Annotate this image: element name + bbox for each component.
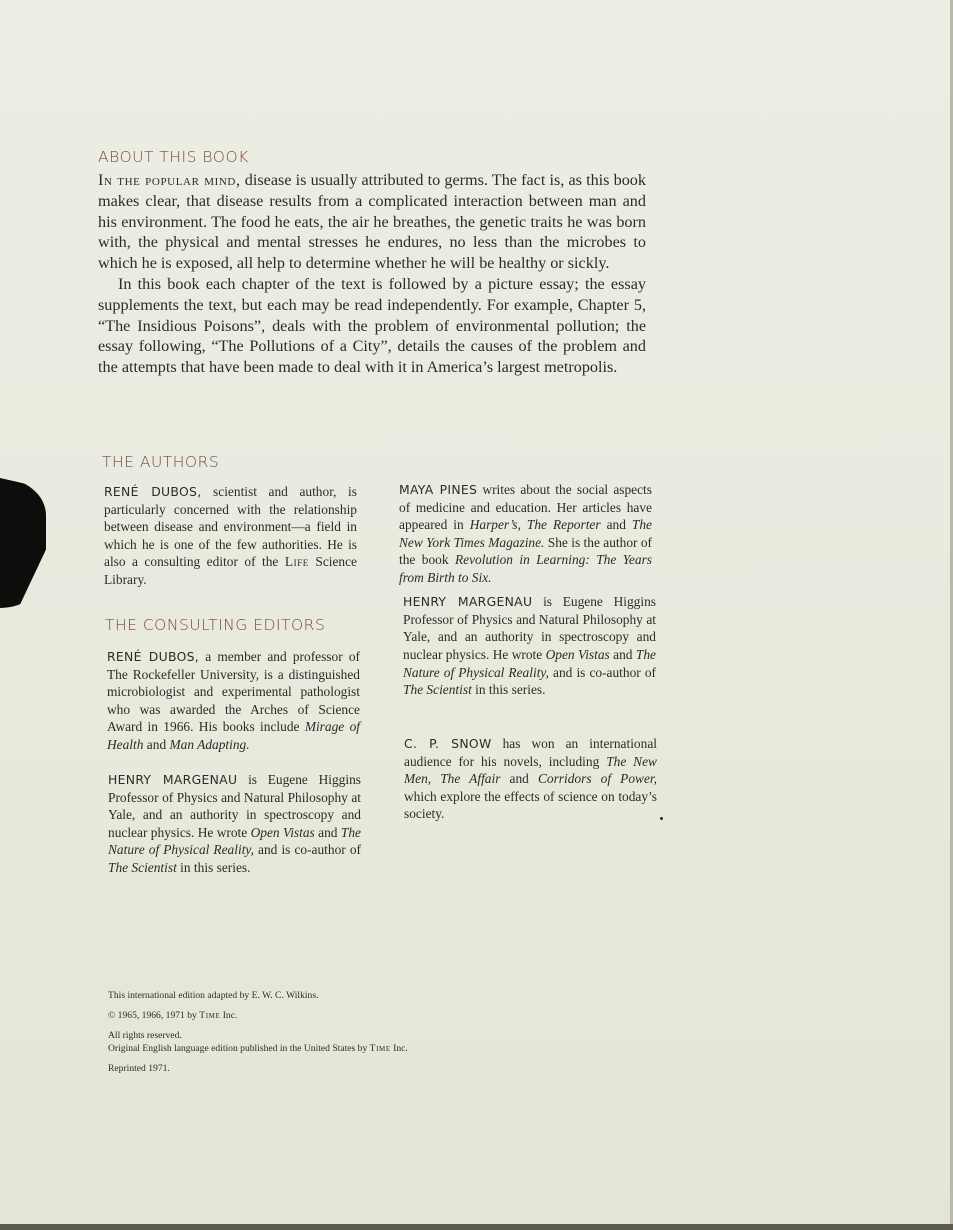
author-pines-nyt: The New York Times Magazine. — [399, 517, 652, 550]
editor-margenau-book-2: The Nature of Physical Reality, — [108, 824, 361, 858]
editor-margenau-text: is Eugene Higgins Professor of Physics and Natural Philosophy at Yale, and an authority in spectroscopy and nuclear physics. He wrote — [108, 772, 361, 840]
imprint-reprinted: Reprinted 1971. — [108, 1062, 170, 1074]
author-pines-text-2: She is the author of the book — [399, 534, 653, 568]
editor-margenau-part-2 — [403, 594, 656, 717]
author-dubos-life: Life — [284, 554, 309, 570]
imprint — [108, 990, 528, 1075]
about-paragraph-1 — [98, 170, 646, 274]
editor-margenau-and: and — [314, 824, 341, 840]
author-dubos-text-end: Science Library. — [104, 554, 358, 587]
author-pines — [399, 481, 652, 587]
editor-snow-book-2: Corridors of Power, — [537, 771, 657, 787]
editor-margenau-text-2-flow: and is co-author of — [548, 664, 656, 680]
editor-margenau-name: HENRY MARGENAU — [108, 772, 238, 787]
author-dubos-name: RENÉ DUBOS, — [104, 484, 202, 499]
about-lead-in: In the popular mind, — [98, 171, 241, 189]
editor-snow — [404, 735, 657, 823]
editor-margenau-book-3-flow: The Scientist — [403, 682, 472, 698]
author-pines-book: Revolution in Learning: The Years from Birth to Six. — [399, 552, 652, 585]
imprint-original-publisher: Time — [369, 1042, 391, 1054]
author-dubos — [104, 483, 357, 589]
about-paragraph-1-text: disease is usually attributed to germs. The fact is, as this book makes clear, that disease results from a complicated interaction between man and his environment. The food he eats, the air he breathes, the genetic traits he was born with, the physical and mental stresses he endures, no less than the microbes to which he is exposed, all help to determine whether he will be healthy or sickly. — [98, 171, 646, 273]
imprint-copyright-publisher: Time — [199, 1010, 221, 1022]
editor-snow-text-2: which explore the effects of science on today’s society. — [404, 788, 657, 822]
editor-margenau-book-1-flow: Open Vistas — [545, 646, 610, 662]
editor-dubos-text: a member and professor of The Rockefeller University, is a distinguished microbiologist and experimental pathologist who was awarded the Arches of Science Award in 1966. His books include — [107, 649, 360, 735]
editor-snow-name: C. P. SNOW — [404, 736, 492, 751]
editor-margenau-book-1: Open Vistas — [250, 824, 315, 840]
editor-margenau-text-3-flow: in this series. — [471, 682, 546, 698]
editor-margenau-name-flow: HENRY MARGENAU — [403, 594, 533, 610]
about-body — [98, 170, 646, 378]
page-bottom-edge — [0, 1224, 953, 1230]
imprint-rights: All rights reserved. — [108, 1030, 182, 1042]
editor-dubos-name: RENÉ DUBOS, — [107, 649, 200, 664]
author-pines-and: and — [600, 517, 632, 533]
imprint-copyright — [108, 1010, 528, 1022]
about-heading: ABOUT THIS BOOK — [98, 148, 249, 166]
imprint-original — [108, 1043, 528, 1055]
author-pines-magazines: Harper’s, The Reporter — [469, 517, 601, 533]
authors-heading: THE AUTHORS — [102, 453, 220, 471]
editor-margenau-part-1 — [108, 771, 361, 875]
author-pines-name: MAYA PINES — [399, 482, 478, 497]
imprint-original-text: Original English language edition published in the United States by — [108, 1042, 370, 1054]
editor-dubos-and: and — [143, 736, 170, 752]
editor-snow-and: and — [500, 771, 538, 787]
editor-margenau-and-flow: and — [609, 646, 636, 662]
editor-dubos-book-1: Mirage of Health — [107, 719, 360, 752]
editor-margenau-text-flow: is Eugene Higgins Professor of Physics and Natural Philosophy at Yale, and an authority in spectroscopy and nuclear physics. He wrote — [403, 594, 656, 662]
author-pines-text: writes about the social aspects of medicine and education. Her articles have appeared in — [399, 482, 652, 533]
editor-margenau-book-2-flow: The Nature of Physical Reality, — [403, 646, 656, 680]
author-dubos-text: scientist and author, is particularly concerned with the relationship between disease and environment—a field in which he is one of the few authorities. He is also a consulting editor of the — [104, 484, 357, 570]
editor-snow-text: has won an international audience for his novels, including — [404, 736, 657, 769]
editor-snow-book-1: The New Men, The Affair — [404, 753, 657, 787]
imprint-original-end: Inc. — [390, 1042, 408, 1054]
about-paragraph-2: In this book each chapter of the text is followed by a picture essay; the essay supplements the text, but each may be read independently. For example, Chapter 5, “The Insidious Poisons”, deals with the problem of environmental pollution; the essay following, “The Pollutions of a City”, details the causes of the problem and the attempts that have been made to deal with it in America’s largest metropolis. — [98, 274, 646, 377]
editors-heading: THE CONSULTING EDITORS — [105, 616, 326, 634]
editor-margenau-book-3: The Scientist — [108, 859, 177, 875]
editor-margenau-text-2: and is co-author of — [253, 842, 361, 858]
editor-dubos — [107, 648, 360, 754]
imprint-copyright-text: © 1965, 1966, 1971 by — [108, 1010, 200, 1022]
editor-margenau-text-3: in this series. — [176, 859, 251, 875]
ink-speck — [660, 817, 663, 820]
editor-dubos-book-2: Man Adapting. — [169, 736, 250, 752]
editor-margenau-flow — [403, 593, 656, 699]
imprint-adapted: This international edition adapted by E. W. C. Wilkins. — [108, 990, 319, 1001]
imprint-copyright-end: Inc. — [220, 1010, 238, 1022]
